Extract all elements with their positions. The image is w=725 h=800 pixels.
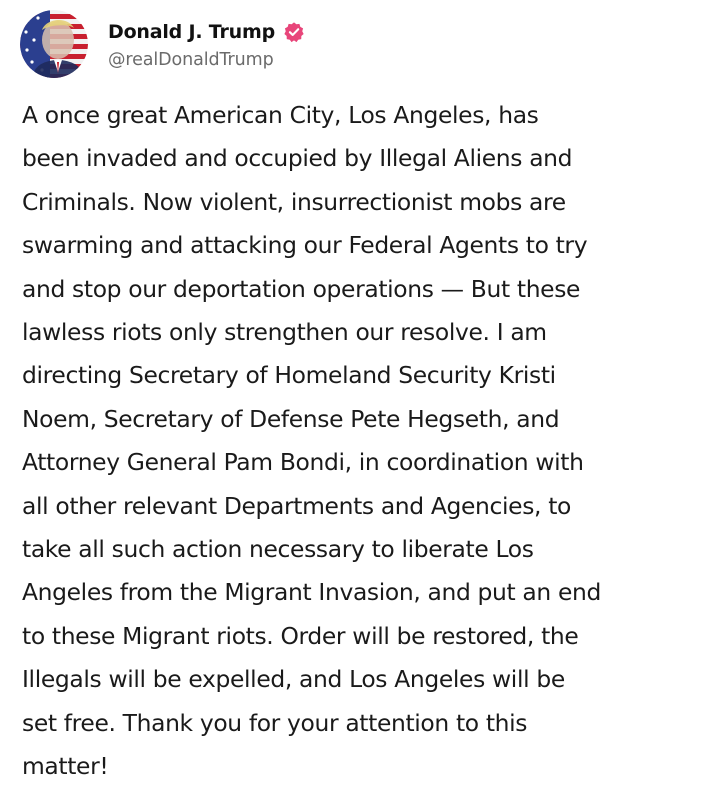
name-row [108,18,305,46]
post-body-line: Noem, Secretary of Defense Pete Hegseth, and [22,404,560,433]
post-header [20,10,700,82]
author-info [108,18,305,70]
display-name[interactable]: Donald J. Trump [108,21,275,43]
post-body-line: Criminals. Now violent, insurrectionist mobs are [22,187,566,216]
post-body-line: all other relevant Departments and Agencies, to [22,491,572,520]
post-body-line: Attorney General Pam Bondi, in coordination with [22,448,584,477]
post-body-line: directing Secretary of Homeland Security Kristi [22,361,556,390]
post-body-line: lawless riots only strengthen our resolve. I am [22,318,547,347]
post-body-line: been invaded and occupied by Illegal Aliens and [22,144,573,173]
post-body-line: and stop our deportation operations — But these [22,274,581,303]
post-body-line: Angeles from the Migrant Invasion, and put an end [22,578,601,607]
post-body-line: swarming and attacking our Federal Agents to try [22,231,588,260]
post-body-line: matter! [22,752,109,781]
author-handle[interactable]: @realDonaldTrump [108,50,274,70]
post-body-line: take all such action necessary to liberate Los [22,535,534,564]
post-body-line: A once great American City, Los Angeles, has [22,101,539,129]
avatar-image [20,10,88,78]
post-body [22,94,702,789]
verified-badge-icon [283,21,305,43]
post-body-line: Illegals will be expelled, and Los Angeles will be [22,665,565,694]
post-body-line: to these Migrant riots. Order will be restored, the [22,621,579,650]
post-body-line: set free. Thank you for your attention to this [22,708,528,737]
avatar[interactable] [20,10,88,78]
